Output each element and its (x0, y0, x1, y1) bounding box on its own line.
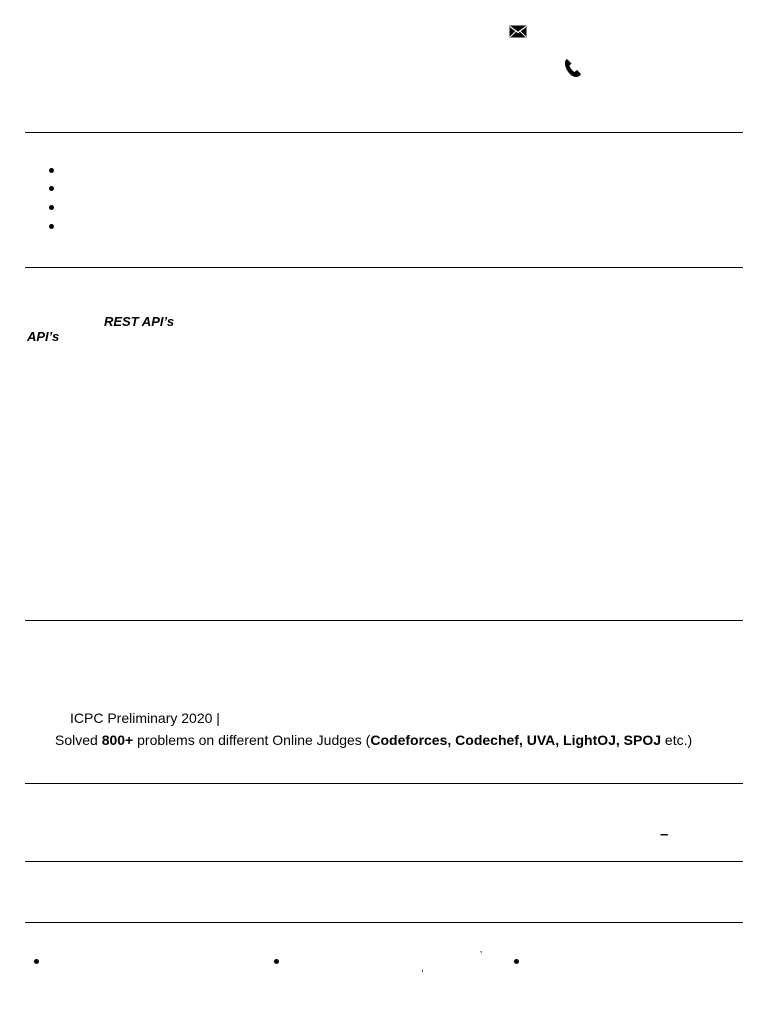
list-bullet (34, 959, 39, 964)
section-divider-4 (25, 783, 743, 784)
apostrophe-mark: ’ (480, 950, 483, 961)
list-bullet (49, 168, 54, 173)
list-bullet (274, 959, 279, 964)
icpc-line: ICPC Preliminary 2020 | (70, 710, 220, 726)
section-divider-3 (25, 620, 743, 621)
phone-icon[interactable] (564, 58, 582, 78)
section-divider-5 (25, 861, 743, 862)
list-bullet (49, 224, 54, 229)
solved-middle: problems on different Online Judges ( (133, 732, 371, 748)
section-divider-2 (25, 267, 743, 268)
list-bullet (49, 205, 54, 210)
list-bullet (49, 186, 54, 191)
email-icon[interactable] (509, 25, 527, 38)
list-bullet (514, 959, 519, 964)
online-judges-list: Codeforces, Codechef, UVA, LightOJ, SPOJ (370, 732, 662, 748)
solved-suffix: etc.) (661, 732, 693, 748)
section-divider-1 (25, 132, 743, 133)
solved-problems-line (55, 732, 692, 748)
solved-prefix: Solved (55, 732, 102, 748)
date-dash: – (660, 826, 669, 843)
comma-mark: , (421, 963, 424, 974)
section-divider-6 (25, 922, 743, 923)
rest-api-label: REST API’s (104, 314, 175, 329)
solved-count: 800+ (101, 732, 134, 748)
api-label: API’s (27, 329, 60, 344)
